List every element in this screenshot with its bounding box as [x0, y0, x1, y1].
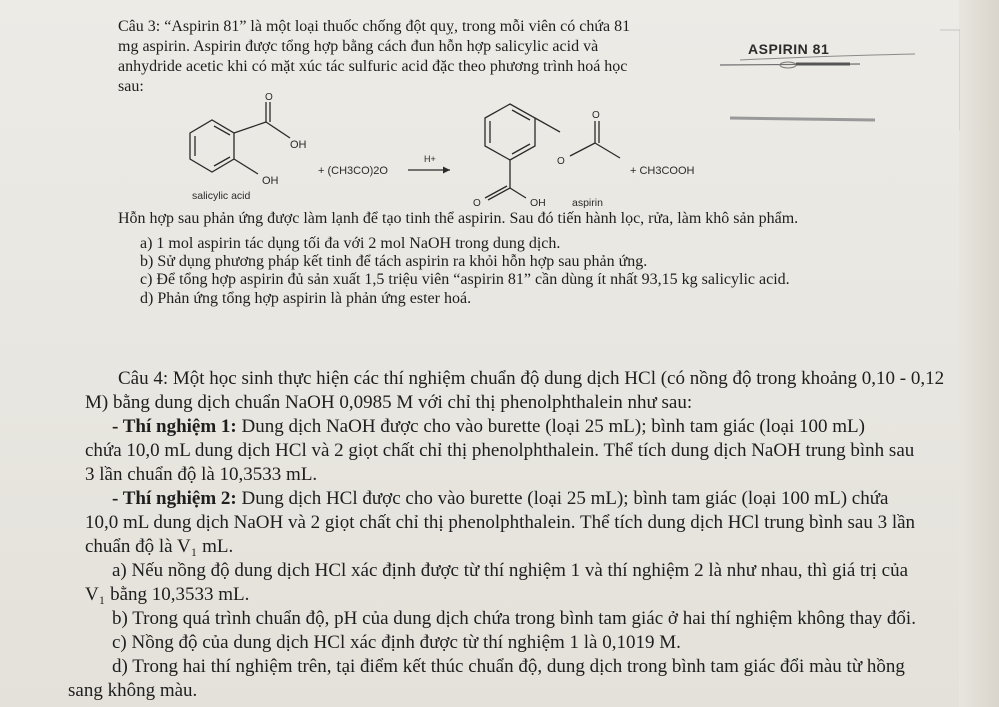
q4-exp1-line-3: 3 lần chuẩn độ là 10,3533 mL.: [85, 464, 318, 485]
q3-line-3: anhydride acetic khi có mặt xúc tác sulfuric acid đặc theo phương trình hoá học: [118, 58, 628, 75]
q3-statement-b: b) Sử dụng phương pháp kết tinh để tách aspirin ra khỏi hỗn hợp sau phản ứng.: [140, 253, 648, 270]
exp2-text: Dung dịch HCl được cho vào burette (loại 25 mL); bình tam giác (loại 100 mL) chứa: [236, 488, 889, 509]
catalyst-label: H+: [424, 154, 436, 164]
acetic-acid-byproduct-label: + CH3COOH: [630, 165, 695, 177]
q4-statement-d-line-1: d) Trong hai thí nghiệm trên, tại điểm kết thúc chuẩn độ, dung dịch trong bình tam giác đổi màu từ hồng: [112, 656, 905, 677]
phenol-oh-label: OH: [262, 175, 279, 187]
exp1-text: Dung dịch NaOH được cho vào burette (loại 25 mL); bình tam giác (loại 100 mL): [236, 416, 865, 437]
q4-exp1-line-2: chứa 10,0 mL dung dịch HCl và 2 giọt chất chỉ thị phenolphthalein. Thể tích dung dịch NaOH trung bình sau: [85, 440, 915, 461]
salicylic-acid-structure: [190, 102, 290, 174]
exp2-heading: - Thí nghiệm 2:: [112, 488, 237, 509]
q3-statement-c: c) Để tổng hợp aspirin đủ sản xuất 1,5 triệu viên “aspirin 81” cần dùng ít nhất 93,15 kg salicylic acid.: [140, 271, 790, 288]
acid-oh-label: OH: [290, 139, 307, 151]
q3-line-4: sau:: [118, 78, 144, 95]
aspirin-package-photo: [700, 20, 960, 130]
q4-exp1-line-1: [112, 416, 865, 438]
q4-exp2-line-3: chuẩn độ là V₁ mL.: [85, 536, 234, 557]
q3-statement-d: d) Phản ứng tổng hợp aspirin là phản ứng ester hoá.: [140, 290, 472, 307]
acetic-anhydride-label: + (CH3CO)2O: [318, 165, 388, 177]
q3-line-5: Hỗn hợp sau phản ứng được làm lạnh để tạo tinh thể aspirin. Sau đó tiến hành lọc, rửa, làm khô sản phẩm.: [118, 210, 799, 227]
q3-line-2: mg aspirin. Aspirin được tổng hợp bằng cách đun hỗn hợp salicylic acid và: [118, 38, 599, 55]
page-edge: [959, 0, 999, 707]
aspirin-carbonyl-o-label: O: [473, 198, 481, 209]
salicylic-acid-label: salicylic acid: [192, 190, 251, 202]
aspirin-oh-label: OH: [530, 197, 546, 209]
q3-line-1: Câu 3: “Aspirin 81” là một loại thuốc chống đột quỵ, trong mỗi viên có chứa 81: [118, 18, 631, 35]
ester-carbonyl-o-label: O: [592, 110, 600, 121]
q4-statement-b: b) Trong quá trình chuẩn độ, pH của dung dịch chứa trong bình tam giác ở hai thí nghiệm không thay đổi.: [112, 608, 916, 629]
reaction-scheme: [170, 88, 730, 223]
q4-statement-d-line-2: sang không màu.: [68, 680, 198, 701]
carbonyl-o-label: O: [265, 92, 273, 103]
aspirin-label: aspirin: [572, 197, 603, 209]
q4-statement-a-line-2: V₁ bằng 10,3533 mL.: [85, 584, 250, 605]
ester-o-label: O: [557, 156, 565, 167]
product-brand: ASPIRIN 81: [748, 41, 830, 57]
q4-exp2-line-2: 10,0 mL dung dịch NaOH và 2 giọt chất chỉ thị phenolphthalein. Thể tích dung dịch HCl trung bình sau 3 lần: [85, 512, 916, 533]
q3-statement-a: a) 1 mol aspirin tác dụng tối đa với 2 mol NaOH trong dung dịch.: [140, 235, 561, 252]
exp1-heading: - Thí nghiệm 1:: [112, 416, 237, 437]
q4-line-2: M) bằng dung dịch chuẩn NaOH 0,0985 M với chỉ thị phenolphthalein như sau:: [85, 392, 693, 413]
q4-line-1: Câu 4: Một học sinh thực hiện các thí nghiệm chuẩn độ dung dịch HCl (có nồng độ trong khoảng 0,10 - 0,12: [118, 368, 945, 389]
q4-statement-c: c) Nồng độ của dung dịch HCl xác định được từ thí nghiệm 1 là 0,1019 M.: [112, 632, 681, 653]
q4-exp2-line-1: [112, 488, 888, 510]
q4-statement-a-line-1: a) Nếu nồng độ dung dịch HCl xác định được từ thí nghiệm 1 và thí nghiệm 2 là như nhau, thì giá trị của: [112, 560, 909, 581]
